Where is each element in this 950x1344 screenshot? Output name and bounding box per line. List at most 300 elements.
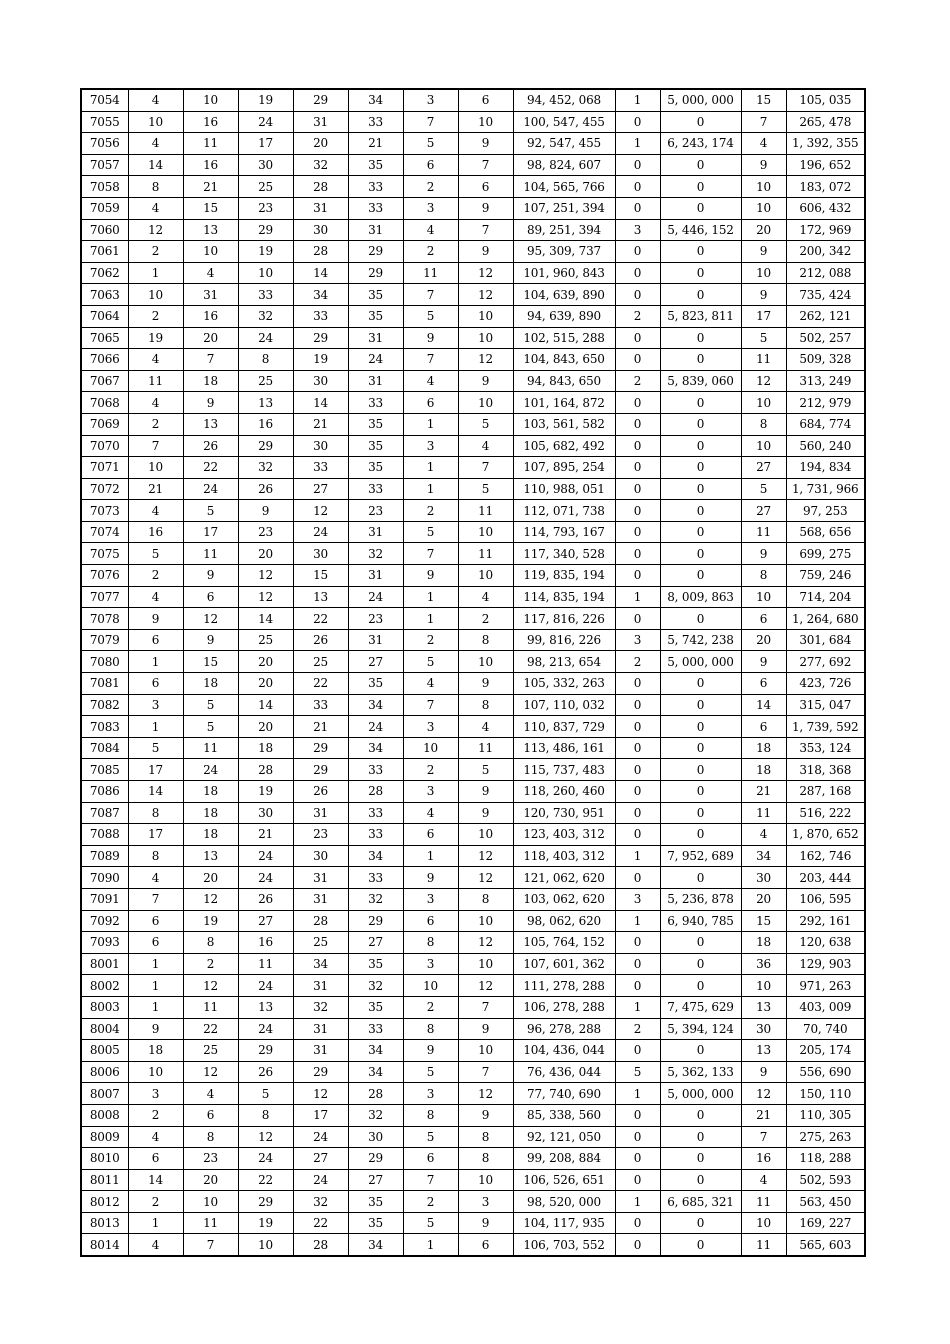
table-cell: 0 [615, 759, 660, 781]
table-cell: 0 [615, 932, 660, 954]
table-cell: 4 [741, 133, 786, 155]
table-cell: 1 [403, 457, 458, 479]
table-cell: 25 [293, 932, 348, 954]
table-cell: 70, 740 [786, 1018, 865, 1040]
table-cell: 35 [348, 435, 403, 457]
table-cell: 9 [128, 608, 183, 630]
table-cell: 6 [403, 1148, 458, 1170]
table-cell: 8 [458, 1126, 513, 1148]
table-cell: 13 [741, 996, 786, 1018]
table-cell: 3 [403, 953, 458, 975]
table-row [81, 305, 865, 327]
table-cell: 24 [238, 867, 293, 889]
table-cell: 403, 009 [786, 996, 865, 1018]
table-cell: 6, 940, 785 [660, 910, 741, 932]
table-cell: 10 [458, 565, 513, 587]
table-cell: 3 [403, 888, 458, 910]
table-cell: 7 [403, 1169, 458, 1191]
table-row [81, 154, 865, 176]
table-cell: 1 [403, 413, 458, 435]
table-cell: 15 [741, 89, 786, 111]
table-cell: 16 [238, 413, 293, 435]
table-cell: 8, 009, 863 [660, 586, 741, 608]
table-cell: 98, 824, 607 [513, 154, 615, 176]
table-cell: 1 [128, 651, 183, 673]
table-cell: 24 [183, 759, 238, 781]
table-cell: 5 [458, 478, 513, 500]
table-cell: 11 [128, 370, 183, 392]
table-cell: 28 [293, 176, 348, 198]
table-cell: 29 [348, 241, 403, 263]
table-cell: 0 [615, 1104, 660, 1126]
table-cell: 29 [238, 1191, 293, 1213]
table-cell: 2 [403, 629, 458, 651]
table-cell: 2 [403, 241, 458, 263]
issue-number-cell: 7082 [81, 694, 128, 716]
table-cell: 103, 062, 620 [513, 888, 615, 910]
table-cell: 26 [183, 435, 238, 457]
table-row [81, 608, 865, 630]
issue-number-cell: 7075 [81, 543, 128, 565]
table-cell: 113, 486, 161 [513, 737, 615, 759]
table-cell: 105, 682, 492 [513, 435, 615, 457]
table-cell: 107, 895, 254 [513, 457, 615, 479]
table-cell: 9 [403, 867, 458, 889]
table-cell: 5, 823, 811 [660, 305, 741, 327]
table-row [81, 543, 865, 565]
issue-number-cell: 7076 [81, 565, 128, 587]
table-cell: 28 [348, 781, 403, 803]
table-cell: 17 [128, 759, 183, 781]
table-cell: 32 [238, 305, 293, 327]
table-row [81, 673, 865, 695]
table-cell: 22 [238, 1169, 293, 1191]
table-cell: 101, 164, 872 [513, 392, 615, 414]
table-cell: 1 [615, 1083, 660, 1105]
table-cell: 13 [741, 1040, 786, 1062]
table-cell: 120, 730, 951 [513, 802, 615, 824]
table-cell: 10 [128, 284, 183, 306]
table-cell: 20 [183, 1169, 238, 1191]
table-cell: 24 [238, 1148, 293, 1170]
table-cell: 33 [348, 111, 403, 133]
table-cell: 5, 000, 000 [660, 651, 741, 673]
table-cell: 31 [348, 521, 403, 543]
table-cell: 568, 656 [786, 521, 865, 543]
table-row [81, 1018, 865, 1040]
table-cell: 21 [238, 824, 293, 846]
table-cell: 32 [238, 457, 293, 479]
table-cell: 12 [458, 349, 513, 371]
table-cell: 7, 475, 629 [660, 996, 741, 1018]
table-cell: 18 [183, 824, 238, 846]
table-cell: 27 [741, 500, 786, 522]
table-cell: 4 [458, 435, 513, 457]
table-cell: 32 [348, 888, 403, 910]
table-cell: 0 [660, 241, 741, 263]
issue-number-cell: 8006 [81, 1061, 128, 1083]
issue-number-cell: 8009 [81, 1126, 128, 1148]
table-cell: 12 [458, 975, 513, 997]
table-cell: 0 [660, 565, 741, 587]
table-cell: 14 [238, 608, 293, 630]
table-cell: 27 [348, 651, 403, 673]
table-cell: 9 [458, 197, 513, 219]
table-cell: 107, 251, 394 [513, 197, 615, 219]
table-cell: 0 [615, 413, 660, 435]
table-cell: 9 [403, 1040, 458, 1062]
table-cell: 10 [403, 975, 458, 997]
table-cell: 150, 110 [786, 1083, 865, 1105]
table-cell: 21 [128, 478, 183, 500]
table-cell: 759, 246 [786, 565, 865, 587]
table-cell: 0 [615, 953, 660, 975]
table-cell: 1 [128, 716, 183, 738]
table-cell: 5 [615, 1061, 660, 1083]
table-cell: 30 [293, 845, 348, 867]
table-cell: 115, 737, 483 [513, 759, 615, 781]
table-cell: 0 [660, 1212, 741, 1234]
table-cell: 0 [615, 975, 660, 997]
table-cell: 0 [660, 1040, 741, 1062]
table-row [81, 824, 865, 846]
table-cell: 5 [403, 651, 458, 673]
table-cell: 33 [348, 867, 403, 889]
table-cell: 0 [615, 154, 660, 176]
issue-number-cell: 7067 [81, 370, 128, 392]
table-cell: 33 [348, 197, 403, 219]
table-cell: 10 [238, 262, 293, 284]
table-cell: 7 [183, 349, 238, 371]
table-cell: 11 [741, 521, 786, 543]
table-cell: 18 [183, 370, 238, 392]
table-cell: 14 [238, 694, 293, 716]
table-cell: 34 [293, 284, 348, 306]
table-cell: 205, 174 [786, 1040, 865, 1062]
table-cell: 17 [128, 824, 183, 846]
table-cell: 31 [293, 1018, 348, 1040]
table-cell: 560, 240 [786, 435, 865, 457]
table-cell: 30 [348, 1126, 403, 1148]
issue-number-cell: 8003 [81, 996, 128, 1018]
table-cell: 13 [238, 996, 293, 1018]
table-row [81, 1061, 865, 1083]
table-cell: 0 [615, 478, 660, 500]
table-cell: 30 [293, 543, 348, 565]
table-cell: 0 [660, 802, 741, 824]
table-cell: 29 [348, 910, 403, 932]
table-cell: 0 [660, 1148, 741, 1170]
table-cell: 98, 062, 620 [513, 910, 615, 932]
table-cell: 0 [615, 111, 660, 133]
table-cell: 0 [660, 457, 741, 479]
table-cell: 7 [458, 154, 513, 176]
table-cell: 2 [615, 1018, 660, 1040]
table-cell: 5, 000, 000 [660, 1083, 741, 1105]
table-cell: 18 [128, 1040, 183, 1062]
table-cell: 5 [128, 737, 183, 759]
table-cell: 4 [128, 133, 183, 155]
table-cell: 2 [403, 759, 458, 781]
table-cell: 12 [458, 845, 513, 867]
table-cell: 30 [293, 219, 348, 241]
table-cell: 14 [128, 1169, 183, 1191]
table-cell: 118, 288 [786, 1148, 865, 1170]
table-cell: 0 [615, 716, 660, 738]
table-cell: 423, 726 [786, 673, 865, 695]
table-cell: 194, 834 [786, 457, 865, 479]
table-cell: 1 [403, 1234, 458, 1256]
table-row [81, 1104, 865, 1126]
table-cell: 9 [458, 241, 513, 263]
table-cell: 0 [660, 392, 741, 414]
issue-number-cell: 7074 [81, 521, 128, 543]
table-cell: 8 [238, 349, 293, 371]
table-cell: 10 [741, 197, 786, 219]
table-cell: 9 [458, 133, 513, 155]
table-cell: 31 [348, 629, 403, 651]
table-cell: 606, 432 [786, 197, 865, 219]
table-cell: 10 [458, 392, 513, 414]
table-cell: 0 [615, 327, 660, 349]
table-cell: 26 [293, 781, 348, 803]
table-cell: 4 [128, 349, 183, 371]
issue-number-cell: 7059 [81, 197, 128, 219]
table-cell: 24 [183, 478, 238, 500]
table-cell: 4 [458, 586, 513, 608]
table-cell: 30 [238, 802, 293, 824]
table-cell: 15 [183, 651, 238, 673]
table-row [81, 457, 865, 479]
table-cell: 0 [615, 435, 660, 457]
table-cell: 35 [348, 1212, 403, 1234]
table-cell: 1 [403, 608, 458, 630]
table-cell: 3 [403, 1083, 458, 1105]
table-cell: 34 [348, 1040, 403, 1062]
table-cell: 23 [293, 824, 348, 846]
table-cell: 26 [238, 478, 293, 500]
table-row [81, 219, 865, 241]
table-cell: 32 [293, 154, 348, 176]
table-cell: 516, 222 [786, 802, 865, 824]
table-cell: 104, 436, 044 [513, 1040, 615, 1062]
table-cell: 18 [741, 932, 786, 954]
table-cell: 8 [741, 565, 786, 587]
table-cell: 21 [293, 716, 348, 738]
table-cell: 11 [403, 262, 458, 284]
table-cell: 9 [183, 392, 238, 414]
table-cell: 89, 251, 394 [513, 219, 615, 241]
issue-number-cell: 7060 [81, 219, 128, 241]
table-cell: 1, 870, 652 [786, 824, 865, 846]
table-cell: 0 [615, 392, 660, 414]
table-row [81, 435, 865, 457]
table-cell: 35 [348, 953, 403, 975]
table-row [81, 932, 865, 954]
table-cell: 10 [458, 111, 513, 133]
table-cell: 10 [128, 111, 183, 133]
table-cell: 9 [458, 802, 513, 824]
table-cell: 0 [660, 737, 741, 759]
table-cell: 1 [615, 133, 660, 155]
table-cell: 35 [348, 457, 403, 479]
table-cell: 32 [348, 1104, 403, 1126]
table-cell: 9 [403, 565, 458, 587]
table-cell: 0 [615, 565, 660, 587]
table-cell: 23 [348, 608, 403, 630]
table-cell: 12 [128, 219, 183, 241]
table-cell: 33 [348, 1018, 403, 1040]
table-cell: 4 [128, 89, 183, 111]
table-cell: 8 [128, 845, 183, 867]
table-cell: 0 [660, 608, 741, 630]
table-cell: 0 [615, 457, 660, 479]
table-row [81, 349, 865, 371]
table-cell: 8 [458, 888, 513, 910]
table-cell: 0 [615, 608, 660, 630]
table-row [81, 413, 865, 435]
table-cell: 6 [128, 932, 183, 954]
table-cell: 23 [238, 197, 293, 219]
table-cell: 0 [660, 478, 741, 500]
table-cell: 25 [238, 370, 293, 392]
table-cell: 8 [741, 413, 786, 435]
table-cell: 0 [615, 781, 660, 803]
table-cell: 30 [741, 867, 786, 889]
table-cell: 7 [403, 111, 458, 133]
table-cell: 318, 368 [786, 759, 865, 781]
table-cell: 29 [293, 1061, 348, 1083]
table-cell: 20 [741, 888, 786, 910]
table-cell: 5, 362, 133 [660, 1061, 741, 1083]
table-cell: 118, 260, 460 [513, 781, 615, 803]
table-cell: 7 [458, 457, 513, 479]
table-cell: 31 [293, 867, 348, 889]
table-cell: 5 [183, 500, 238, 522]
table-cell: 6 [183, 586, 238, 608]
table-cell: 20 [183, 327, 238, 349]
table-cell: 684, 774 [786, 413, 865, 435]
table-cell: 10 [741, 262, 786, 284]
table-cell: 1, 731, 966 [786, 478, 865, 500]
table-cell: 8 [403, 932, 458, 954]
table-cell: 0 [660, 521, 741, 543]
issue-number-cell: 8001 [81, 953, 128, 975]
table-cell: 24 [238, 111, 293, 133]
table-cell: 7 [128, 888, 183, 910]
table-cell: 196, 652 [786, 154, 865, 176]
table-cell: 9 [741, 241, 786, 263]
table-cell: 971, 263 [786, 975, 865, 997]
table-cell: 699, 275 [786, 543, 865, 565]
table-cell: 0 [615, 241, 660, 263]
table-cell: 12 [741, 370, 786, 392]
table-cell: 33 [348, 478, 403, 500]
table-cell: 20 [293, 133, 348, 155]
table-cell: 5 [403, 305, 458, 327]
table-cell: 10 [741, 975, 786, 997]
issue-number-cell: 7068 [81, 392, 128, 414]
issue-number-cell: 7091 [81, 888, 128, 910]
table-cell: 21 [348, 133, 403, 155]
table-cell: 1 [128, 996, 183, 1018]
table-cell: 0 [660, 176, 741, 198]
table-cell: 23 [238, 521, 293, 543]
table-cell: 11 [458, 500, 513, 522]
table-cell: 29 [293, 737, 348, 759]
table-cell: 0 [615, 1040, 660, 1062]
table-cell: 19 [128, 327, 183, 349]
table-cell: 10 [183, 1191, 238, 1213]
table-row [81, 651, 865, 673]
table-cell: 5, 394, 124 [660, 1018, 741, 1040]
table-cell: 5 [741, 478, 786, 500]
issue-number-cell: 7058 [81, 176, 128, 198]
table-cell: 19 [183, 910, 238, 932]
table-cell: 0 [615, 543, 660, 565]
table-cell: 1 [128, 262, 183, 284]
table-cell: 117, 340, 528 [513, 543, 615, 565]
table-cell: 4 [403, 673, 458, 695]
table-cell: 13 [293, 586, 348, 608]
table-cell: 28 [293, 241, 348, 263]
table-cell: 2 [403, 996, 458, 1018]
table-cell: 265, 478 [786, 111, 865, 133]
table-cell: 3 [403, 781, 458, 803]
table-cell: 27 [238, 910, 293, 932]
table-cell: 30 [238, 154, 293, 176]
table-cell: 28 [293, 910, 348, 932]
table-cell: 2 [403, 500, 458, 522]
table-cell: 8 [403, 1104, 458, 1126]
table-body [81, 89, 865, 1256]
table-cell: 0 [660, 673, 741, 695]
table-row [81, 845, 865, 867]
table-cell: 12 [458, 932, 513, 954]
table-cell: 11 [741, 1191, 786, 1213]
table-cell: 5 [403, 133, 458, 155]
table-cell: 0 [615, 349, 660, 371]
issue-number-cell: 8002 [81, 975, 128, 997]
table-cell: 13 [183, 845, 238, 867]
table-row [81, 629, 865, 651]
table-cell: 29 [238, 1040, 293, 1062]
issue-number-cell: 8008 [81, 1104, 128, 1126]
issue-number-cell: 7090 [81, 867, 128, 889]
table-cell: 0 [660, 349, 741, 371]
table-cell: 2 [128, 1191, 183, 1213]
table-cell: 11 [741, 1234, 786, 1256]
table-cell: 16 [183, 305, 238, 327]
table-cell: 0 [615, 1169, 660, 1191]
table-cell: 11 [741, 802, 786, 824]
table-cell: 24 [238, 975, 293, 997]
table-cell: 8 [183, 932, 238, 954]
table-cell: 5 [183, 694, 238, 716]
table-cell: 277, 692 [786, 651, 865, 673]
table-cell: 34 [348, 1061, 403, 1083]
table-cell: 15 [741, 910, 786, 932]
table-cell: 24 [348, 716, 403, 738]
table-cell: 1 [128, 1212, 183, 1234]
table-cell: 4 [741, 824, 786, 846]
table-cell: 6, 685, 321 [660, 1191, 741, 1213]
table-cell: 13 [183, 413, 238, 435]
table-cell: 35 [348, 1191, 403, 1213]
table-cell: 35 [348, 673, 403, 695]
table-cell: 21 [741, 1104, 786, 1126]
table-cell: 14 [293, 392, 348, 414]
